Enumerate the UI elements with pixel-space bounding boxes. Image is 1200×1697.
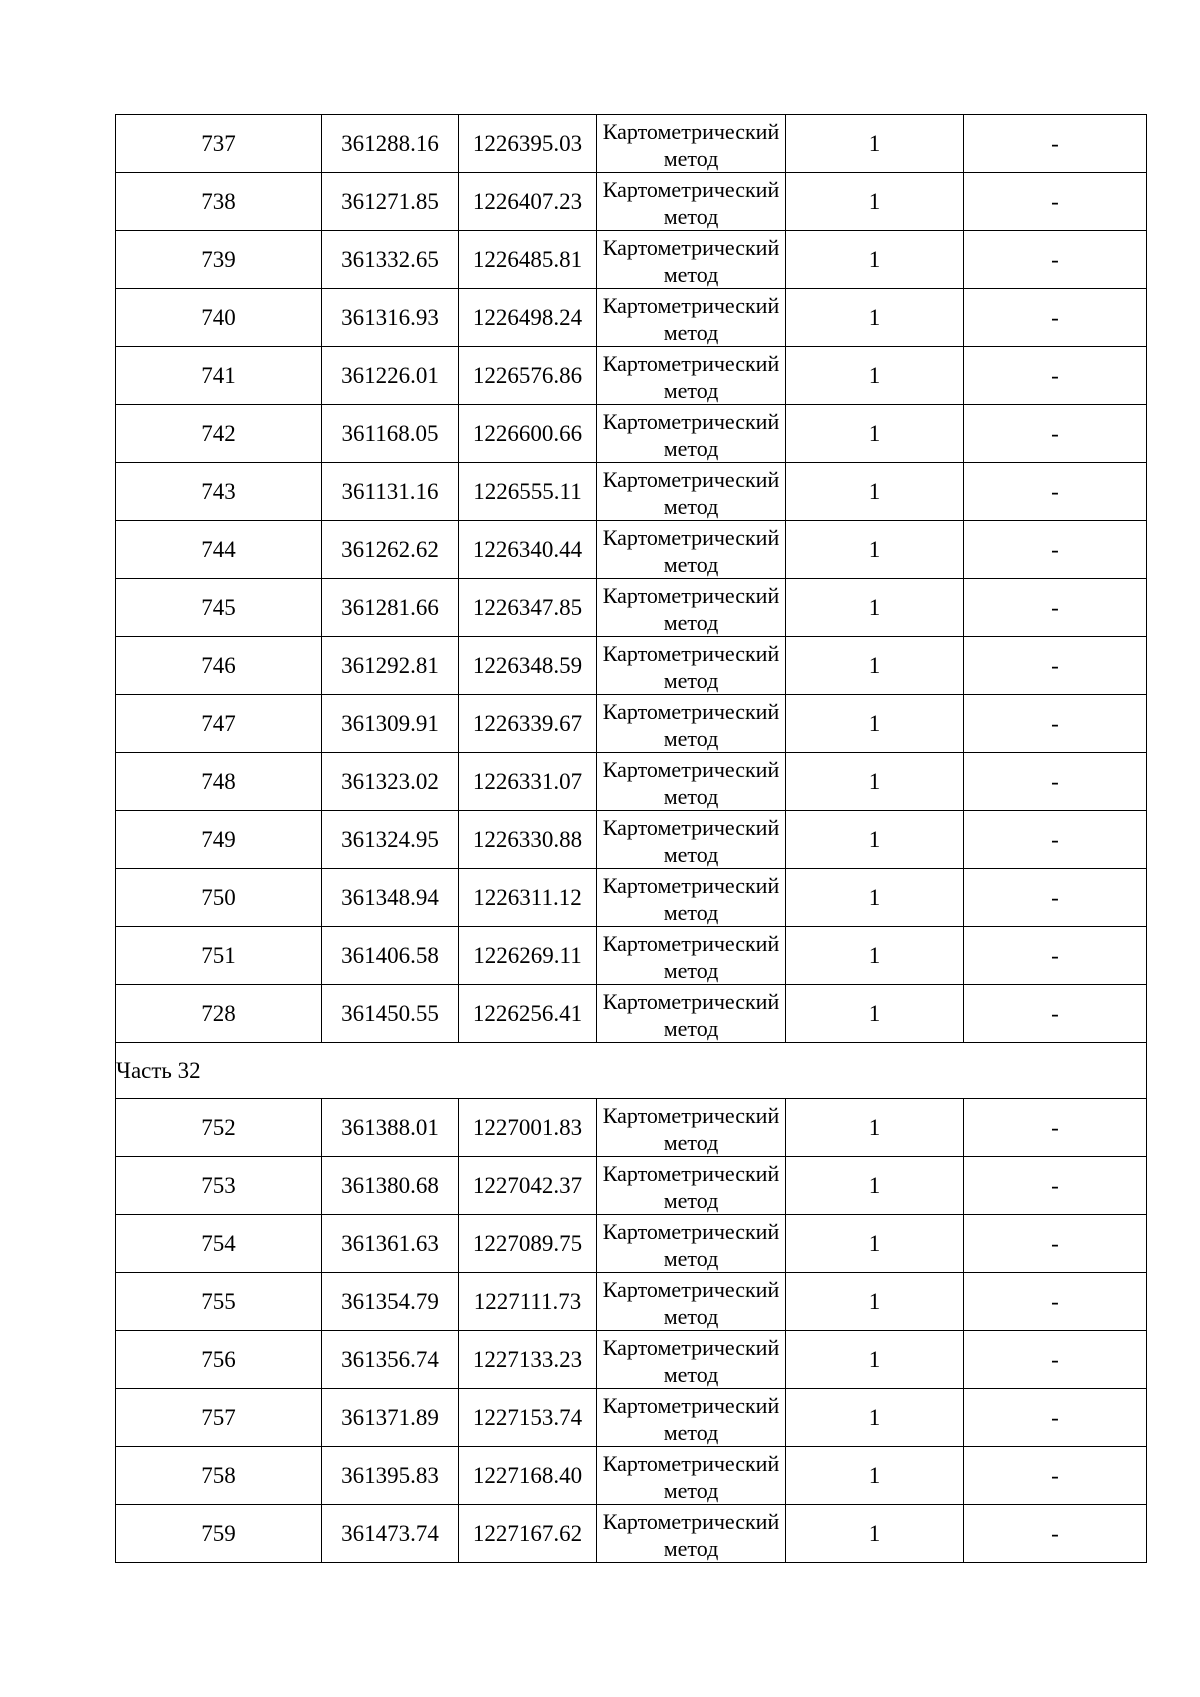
note-cell: - <box>964 289 1147 347</box>
note-cell: - <box>964 753 1147 811</box>
note-cell: - <box>964 1215 1147 1273</box>
y-coordinate-cell: 1226348.59 <box>459 637 597 695</box>
table-row <box>116 927 1147 985</box>
table-row <box>116 347 1147 405</box>
accuracy-cell: 1 <box>786 1331 964 1389</box>
point-number-cell: 740 <box>116 289 322 347</box>
note-cell: - <box>964 521 1147 579</box>
table-row <box>116 1273 1147 1331</box>
x-coordinate-cell: 361371.89 <box>322 1389 459 1447</box>
x-coordinate-cell: 361323.02 <box>322 753 459 811</box>
accuracy-cell: 1 <box>786 115 964 173</box>
accuracy-cell: 1 <box>786 463 964 521</box>
point-number-cell: 758 <box>116 1447 322 1505</box>
method-cell: Картометрический метод <box>597 1099 786 1157</box>
y-coordinate-cell: 1227168.40 <box>459 1447 597 1505</box>
note-cell: - <box>964 1157 1147 1215</box>
method-cell: Картометрический метод <box>597 695 786 753</box>
note-cell: - <box>964 869 1147 927</box>
x-coordinate-cell: 361324.95 <box>322 811 459 869</box>
coordinates-table-body <box>116 115 1147 1563</box>
x-coordinate-cell: 361271.85 <box>322 173 459 231</box>
accuracy-cell: 1 <box>786 1273 964 1331</box>
y-coordinate-cell: 1227167.62 <box>459 1505 597 1563</box>
point-number-cell: 741 <box>116 347 322 405</box>
point-number-cell: 750 <box>116 869 322 927</box>
accuracy-cell: 1 <box>786 1099 964 1157</box>
point-number-cell: 743 <box>116 463 322 521</box>
accuracy-cell: 1 <box>786 985 964 1043</box>
method-cell: Картометрический метод <box>597 637 786 695</box>
note-cell: - <box>964 579 1147 637</box>
point-number-cell: 744 <box>116 521 322 579</box>
section-label: Часть 32 <box>116 1043 1147 1099</box>
method-cell: Картометрический метод <box>597 985 786 1043</box>
table-row <box>116 1447 1147 1505</box>
method-cell: Картометрический метод <box>597 521 786 579</box>
method-cell: Картометрический метод <box>597 231 786 289</box>
accuracy-cell: 1 <box>786 289 964 347</box>
accuracy-cell: 1 <box>786 1447 964 1505</box>
method-cell: Картометрический метод <box>597 1215 786 1273</box>
y-coordinate-cell: 1226311.12 <box>459 869 597 927</box>
x-coordinate-cell: 361388.01 <box>322 1099 459 1157</box>
table-row <box>116 173 1147 231</box>
table-row <box>116 1099 1147 1157</box>
point-number-cell: 728 <box>116 985 322 1043</box>
point-number-cell: 752 <box>116 1099 322 1157</box>
method-cell: Картометрический метод <box>597 1447 786 1505</box>
table-row <box>116 579 1147 637</box>
accuracy-cell: 1 <box>786 1215 964 1273</box>
y-coordinate-cell: 1226269.11 <box>459 927 597 985</box>
point-number-cell: 742 <box>116 405 322 463</box>
x-coordinate-cell: 361131.16 <box>322 463 459 521</box>
y-coordinate-cell: 1226330.88 <box>459 811 597 869</box>
y-coordinate-cell: 1226395.03 <box>459 115 597 173</box>
x-coordinate-cell: 361309.91 <box>322 695 459 753</box>
accuracy-cell: 1 <box>786 637 964 695</box>
note-cell: - <box>964 1099 1147 1157</box>
point-number-cell: 756 <box>116 1331 322 1389</box>
point-number-cell: 738 <box>116 173 322 231</box>
note-cell: - <box>964 1447 1147 1505</box>
method-cell: Картометрический метод <box>597 173 786 231</box>
coordinates-table <box>115 114 1147 1563</box>
point-number-cell: 755 <box>116 1273 322 1331</box>
method-cell: Картометрический метод <box>597 1331 786 1389</box>
y-coordinate-cell: 1226347.85 <box>459 579 597 637</box>
accuracy-cell: 1 <box>786 695 964 753</box>
point-number-cell: 745 <box>116 579 322 637</box>
point-number-cell: 737 <box>116 115 322 173</box>
method-cell: Картометрический метод <box>597 347 786 405</box>
y-coordinate-cell: 1226407.23 <box>459 173 597 231</box>
y-coordinate-cell: 1227111.73 <box>459 1273 597 1331</box>
x-coordinate-cell: 361356.74 <box>322 1331 459 1389</box>
accuracy-cell: 1 <box>786 521 964 579</box>
accuracy-cell: 1 <box>786 579 964 637</box>
table-row <box>116 1505 1147 1563</box>
table-row <box>116 289 1147 347</box>
method-cell: Картометрический метод <box>597 1273 786 1331</box>
x-coordinate-cell: 361380.68 <box>322 1157 459 1215</box>
method-cell: Картометрический метод <box>597 289 786 347</box>
note-cell: - <box>964 927 1147 985</box>
y-coordinate-cell: 1227042.37 <box>459 1157 597 1215</box>
method-cell: Картометрический метод <box>597 811 786 869</box>
accuracy-cell: 1 <box>786 1157 964 1215</box>
table-row <box>116 521 1147 579</box>
note-cell: - <box>964 405 1147 463</box>
y-coordinate-cell: 1226498.24 <box>459 289 597 347</box>
x-coordinate-cell: 361473.74 <box>322 1505 459 1563</box>
method-cell: Картометрический метод <box>597 405 786 463</box>
point-number-cell: 759 <box>116 1505 322 1563</box>
note-cell: - <box>964 811 1147 869</box>
y-coordinate-cell: 1227153.74 <box>459 1389 597 1447</box>
table-row <box>116 1215 1147 1273</box>
x-coordinate-cell: 361316.93 <box>322 289 459 347</box>
x-coordinate-cell: 361354.79 <box>322 1273 459 1331</box>
accuracy-cell: 1 <box>786 173 964 231</box>
table-row <box>116 811 1147 869</box>
table-row <box>116 405 1147 463</box>
accuracy-cell: 1 <box>786 1389 964 1447</box>
x-coordinate-cell: 361361.63 <box>322 1215 459 1273</box>
table-row <box>116 1389 1147 1447</box>
y-coordinate-cell: 1227133.23 <box>459 1331 597 1389</box>
note-cell: - <box>964 1505 1147 1563</box>
method-cell: Картометрический метод <box>597 753 786 811</box>
accuracy-cell: 1 <box>786 347 964 405</box>
point-number-cell: 751 <box>116 927 322 985</box>
y-coordinate-cell: 1226600.66 <box>459 405 597 463</box>
point-number-cell: 748 <box>116 753 322 811</box>
point-number-cell: 757 <box>116 1389 322 1447</box>
x-coordinate-cell: 361226.01 <box>322 347 459 405</box>
x-coordinate-cell: 361406.58 <box>322 927 459 985</box>
y-coordinate-cell: 1226485.81 <box>459 231 597 289</box>
x-coordinate-cell: 361450.55 <box>322 985 459 1043</box>
note-cell: - <box>964 463 1147 521</box>
table-row <box>116 1331 1147 1389</box>
y-coordinate-cell: 1226331.07 <box>459 753 597 811</box>
table-row <box>116 231 1147 289</box>
method-cell: Картометрический метод <box>597 927 786 985</box>
note-cell: - <box>964 1273 1147 1331</box>
y-coordinate-cell: 1226555.11 <box>459 463 597 521</box>
x-coordinate-cell: 361332.65 <box>322 231 459 289</box>
note-cell: - <box>964 231 1147 289</box>
x-coordinate-cell: 361348.94 <box>322 869 459 927</box>
section-row <box>116 1043 1147 1099</box>
x-coordinate-cell: 361395.83 <box>322 1447 459 1505</box>
x-coordinate-cell: 361168.05 <box>322 405 459 463</box>
note-cell: - <box>964 173 1147 231</box>
method-cell: Картометрический метод <box>597 579 786 637</box>
table-row <box>116 463 1147 521</box>
y-coordinate-cell: 1226339.67 <box>459 695 597 753</box>
note-cell: - <box>964 695 1147 753</box>
accuracy-cell: 1 <box>786 753 964 811</box>
table-row <box>116 115 1147 173</box>
accuracy-cell: 1 <box>786 231 964 289</box>
note-cell: - <box>964 347 1147 405</box>
table-row <box>116 869 1147 927</box>
y-coordinate-cell: 1227089.75 <box>459 1215 597 1273</box>
y-coordinate-cell: 1226256.41 <box>459 985 597 1043</box>
table-row <box>116 695 1147 753</box>
table-row <box>116 753 1147 811</box>
point-number-cell: 753 <box>116 1157 322 1215</box>
note-cell: - <box>964 115 1147 173</box>
x-coordinate-cell: 361288.16 <box>322 115 459 173</box>
table-row <box>116 1157 1147 1215</box>
note-cell: - <box>964 1389 1147 1447</box>
point-number-cell: 746 <box>116 637 322 695</box>
note-cell: - <box>964 637 1147 695</box>
point-number-cell: 739 <box>116 231 322 289</box>
method-cell: Картометрический метод <box>597 1157 786 1215</box>
y-coordinate-cell: 1227001.83 <box>459 1099 597 1157</box>
x-coordinate-cell: 361262.62 <box>322 521 459 579</box>
accuracy-cell: 1 <box>786 405 964 463</box>
accuracy-cell: 1 <box>786 811 964 869</box>
accuracy-cell: 1 <box>786 1505 964 1563</box>
y-coordinate-cell: 1226340.44 <box>459 521 597 579</box>
y-coordinate-cell: 1226576.86 <box>459 347 597 405</box>
note-cell: - <box>964 985 1147 1043</box>
table-row <box>116 985 1147 1043</box>
point-number-cell: 749 <box>116 811 322 869</box>
accuracy-cell: 1 <box>786 927 964 985</box>
x-coordinate-cell: 361281.66 <box>322 579 459 637</box>
method-cell: Картометрический метод <box>597 1505 786 1563</box>
accuracy-cell: 1 <box>786 869 964 927</box>
table-row <box>116 637 1147 695</box>
method-cell: Картометрический метод <box>597 1389 786 1447</box>
note-cell: - <box>964 1331 1147 1389</box>
method-cell: Картометрический метод <box>597 869 786 927</box>
point-number-cell: 747 <box>116 695 322 753</box>
method-cell: Картометрический метод <box>597 115 786 173</box>
method-cell: Картометрический метод <box>597 463 786 521</box>
point-number-cell: 754 <box>116 1215 322 1273</box>
x-coordinate-cell: 361292.81 <box>322 637 459 695</box>
